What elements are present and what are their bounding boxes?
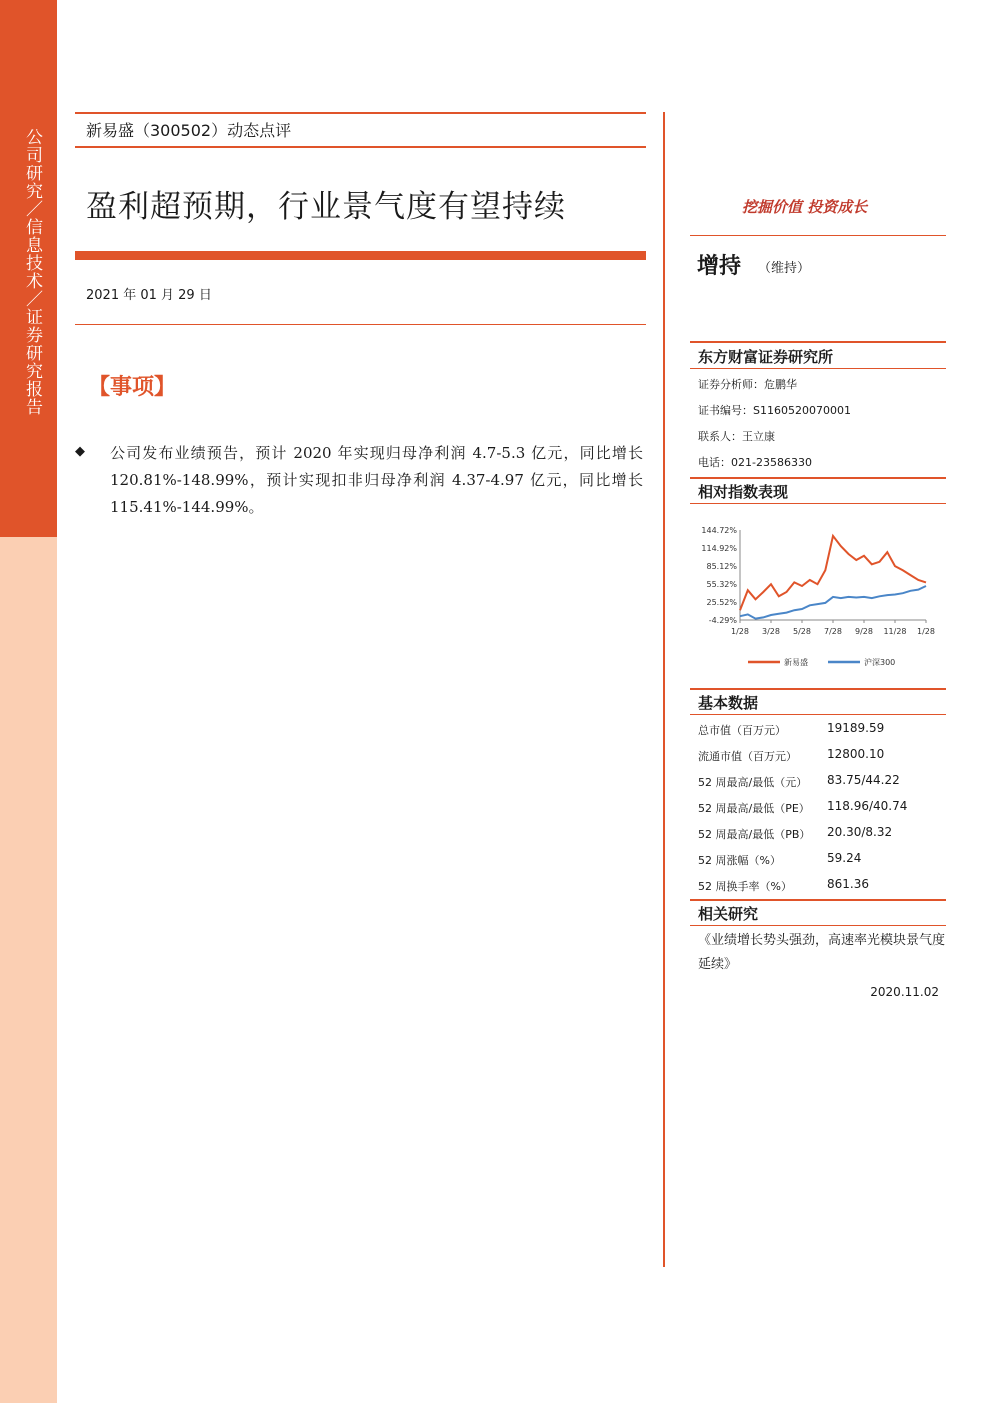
basic-key: 52 周涨幅（%）	[698, 854, 781, 867]
chart-legend-label: 沪深300	[864, 658, 896, 667]
basic-value: 118.96/40.74	[827, 799, 908, 813]
chart-y-tick-label: 85.12%	[706, 562, 737, 571]
basic-value: 12800.10	[827, 747, 885, 761]
phone: 电话：021-23586330	[698, 456, 812, 469]
institute-name: 东方财富证券研究所	[698, 348, 834, 366]
chart-rule	[690, 477, 946, 479]
event-heading: 【事项】	[88, 375, 177, 400]
basic-key: 52 周最高/最低（元）	[698, 776, 808, 789]
related-rule-bottom	[690, 925, 946, 926]
basic-key: 52 周最高/最低（PB）	[698, 828, 811, 841]
rating-note: （维持）	[758, 261, 811, 276]
chart-y-tick-label: -4.29%	[708, 616, 737, 625]
basic-value: 83.75/44.22	[827, 773, 900, 787]
relative-index-chart	[690, 520, 946, 680]
chart-rule-bottom	[690, 503, 946, 504]
contact: 联系人：王立康	[698, 430, 775, 443]
basic-heading: 基本数据	[698, 694, 759, 712]
chart-x-tick-label: 5/28	[793, 627, 811, 636]
cert-number: 证书编号：S1160520070001	[698, 404, 851, 417]
basic-rule-bottom	[690, 714, 946, 715]
related-report-date: 2020.11.02	[870, 985, 939, 999]
basic-value: 59.24	[827, 851, 862, 865]
chart-x-tick-label: 1/28	[731, 627, 749, 636]
report-subtitle: 新易盛（300502）动态点评	[86, 121, 292, 140]
slogan-rule	[690, 235, 946, 236]
chart-heading: 相对指数表现	[698, 483, 789, 501]
basic-key: 52 周最高/最低（PE）	[698, 802, 810, 815]
chart-x-tick-label: 11/28	[883, 627, 907, 636]
basic-key: 流通市值（百万元）	[698, 750, 797, 763]
related-report-link[interactable]: 《业绩增长势头强劲，高速率光模块景气度延续》	[698, 933, 946, 972]
chart-x-tick-label: 1/28	[917, 627, 935, 636]
top-rule	[75, 112, 646, 114]
basic-rule	[690, 688, 946, 690]
report-date: 2021 年 01 月 29 日	[86, 288, 212, 303]
date-rule	[75, 324, 646, 325]
basic-value: 19189.59	[827, 721, 885, 735]
basic-key: 52 周换手率（%）	[698, 880, 792, 893]
column-divider	[663, 112, 665, 1267]
chart-y-tick-label: 25.52%	[706, 598, 737, 607]
bullet-diamond-icon: ◆	[75, 444, 85, 459]
subtitle-rule	[75, 146, 646, 148]
related-rule	[690, 899, 946, 901]
institute-rule-bottom	[690, 368, 946, 369]
sidebar-label: 公司研究／信息技术／证券研究报告	[22, 128, 42, 416]
chart-x-tick-label: 9/28	[855, 627, 873, 636]
basic-value: 861.36	[827, 877, 869, 891]
basic-key: 总市值（百万元）	[698, 724, 786, 737]
basic-value: 20.30/8.32	[827, 825, 893, 839]
event-text: 公司发布业绩预告，预计 2020 年实现归母净利润 4.7-5.3 亿元，同比增长 120.81%-148.99%，预计实现扣非归母净利润 4.37-4.97 亿元，同比增长 115.41%-144.99%。	[110, 444, 643, 516]
title-bar	[75, 251, 646, 260]
chart-series-line	[740, 586, 926, 619]
chart-series-line	[740, 536, 926, 610]
related-heading: 相关研究	[698, 905, 759, 923]
rating: 增持	[697, 254, 742, 279]
slogan: 挖掘价值 投资成长	[742, 198, 868, 216]
chart-y-tick-label: 144.72%	[701, 526, 737, 535]
institute-rule	[690, 341, 946, 343]
sidebar-band-light	[0, 537, 57, 1403]
report-title: 盈利超预期，行业景气度有望持续	[86, 189, 566, 225]
chart-x-tick-label: 3/28	[762, 627, 780, 636]
chart-x-tick-label: 7/28	[824, 627, 842, 636]
analyst: 证券分析师：危鹏华	[698, 378, 797, 391]
chart-y-tick-label: 114.92%	[701, 544, 737, 553]
chart-y-tick-label: 55.32%	[706, 580, 737, 589]
chart-legend-label: 新易盛	[784, 658, 808, 667]
